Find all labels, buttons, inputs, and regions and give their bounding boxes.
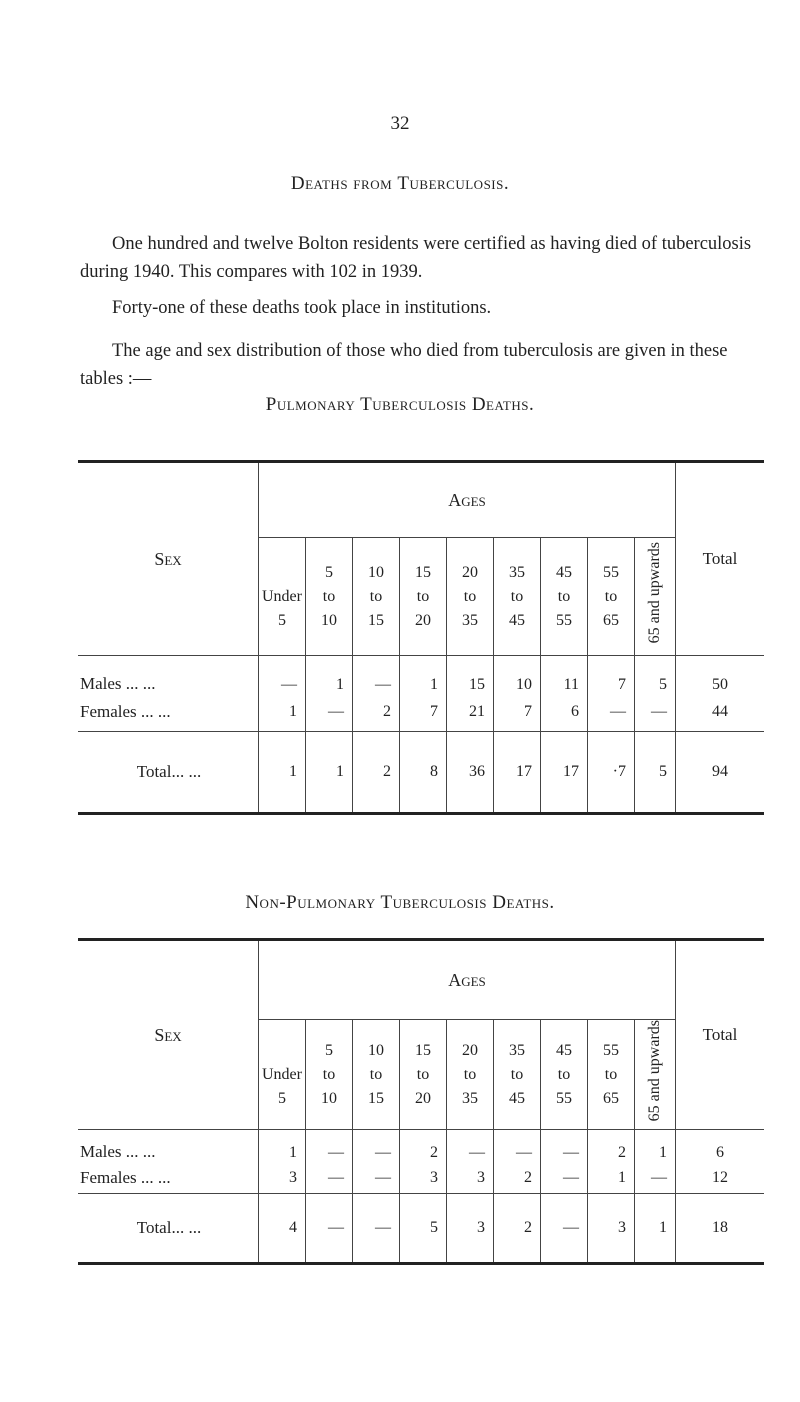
cell-value: 1 — [306, 656, 353, 694]
cell-value: 3 — [447, 1194, 494, 1264]
age-group-line: Under — [262, 1065, 302, 1083]
age-group-line: 10 — [321, 611, 337, 629]
cell-value: 7 — [400, 694, 447, 732]
cell-value: 2 — [494, 1162, 541, 1194]
page-number: 32 — [390, 113, 410, 134]
paragraph-1: One hundred and twelve Bolton residents were certified as having died of tuberculosis during 1940. This compares with 102 in 1939. — [80, 234, 752, 282]
row-label: Total... ... — [136, 762, 202, 781]
cell-total: 18 — [676, 1194, 765, 1264]
row-label: Total... ... — [136, 1218, 202, 1238]
age-group-line: 45 — [509, 1089, 525, 1107]
pulmonary-table — [78, 460, 764, 815]
cell-value: — — [635, 1162, 676, 1194]
cell-value: 1 — [635, 1194, 676, 1264]
cell-value: 1 — [259, 694, 306, 732]
cell-value: 1 — [259, 732, 306, 814]
age-group-header-last — [635, 538, 676, 656]
cell-value: — — [306, 1162, 353, 1194]
section-title-prefix: Deaths from — [290, 173, 393, 194]
cell-value: 2 — [400, 1130, 447, 1162]
age-group-line: to — [510, 1065, 524, 1083]
cell-value: 1 — [400, 656, 447, 694]
age-group-line: to — [557, 1065, 571, 1083]
cell-value: 8 — [400, 732, 447, 814]
age-group-line: 55 — [603, 1041, 619, 1059]
cell-value: — — [635, 694, 676, 732]
age-group-header — [447, 1020, 494, 1130]
age-group-line: Under — [262, 587, 302, 605]
age-group-line: 35 — [509, 1041, 525, 1059]
age-group-line: to — [369, 587, 383, 605]
cell-value: — — [259, 656, 306, 694]
age-group-line: 10 — [368, 1041, 384, 1059]
total-header: Total — [676, 940, 765, 1130]
cell-value: — — [306, 1194, 353, 1264]
age-group-line: to — [322, 1065, 336, 1083]
age-group-header — [447, 538, 494, 656]
cell-value: — — [353, 1194, 400, 1264]
age-group-line: 45 — [556, 563, 572, 581]
cell-value: ·7 — [588, 732, 635, 814]
table-2-title — [0, 892, 800, 914]
age-group-line: to — [463, 587, 477, 605]
age-group-header — [400, 538, 447, 656]
cell-value: 2 — [353, 694, 400, 732]
cell-value: — — [541, 1162, 588, 1194]
age-group-header — [400, 1020, 447, 1130]
cell-value: 7 — [588, 656, 635, 694]
cell-value: 1 — [635, 1130, 676, 1162]
age-group-line: to — [322, 587, 336, 605]
non-pulmonary-table — [78, 938, 764, 1265]
age-group-line — [259, 561, 305, 585]
age-group-line: 35 — [462, 1089, 478, 1107]
ages-header: Ages — [259, 940, 676, 1020]
age-group-header-last — [635, 1020, 676, 1130]
age-group-65-upwards: 65 and upwards — [646, 541, 663, 644]
cell-total: 12 — [676, 1162, 765, 1194]
age-group-header — [259, 1020, 306, 1130]
age-group-header — [353, 538, 400, 656]
cell-value: 10 — [494, 656, 541, 694]
age-group-line: 5 — [325, 563, 333, 581]
age-group-header — [494, 538, 541, 656]
cell-value: — — [447, 1130, 494, 1162]
cell-value: 2 — [353, 732, 400, 814]
cell-value: 1 — [588, 1162, 635, 1194]
table-row — [78, 732, 764, 814]
table-row — [78, 656, 764, 694]
age-group-line: 15 — [368, 1089, 384, 1107]
age-group-header — [306, 538, 353, 656]
cell-value: 2 — [494, 1194, 541, 1264]
age-group-line: 45 — [509, 611, 525, 629]
cell-value: — — [494, 1130, 541, 1162]
cell-value: 5 — [635, 656, 676, 694]
age-group-line: to — [369, 1065, 383, 1083]
table-2-title-text: Non-Pulmonary Tuberculosis Deaths. — [245, 892, 555, 913]
cell-value: — — [306, 1130, 353, 1162]
cell-value: 17 — [541, 732, 588, 814]
age-group-header — [541, 1020, 588, 1130]
cell-value: 17 — [494, 732, 541, 814]
age-group-line: to — [416, 587, 430, 605]
age-group-line: 65 — [603, 1089, 619, 1107]
age-group-line: 65 — [603, 611, 619, 629]
cell-value: — — [353, 1162, 400, 1194]
cell-value: 7 — [494, 694, 541, 732]
cell-total: 50 — [676, 656, 765, 694]
age-group-line: 20 — [415, 611, 431, 629]
age-group-line: to — [416, 1065, 430, 1083]
table-row — [78, 1194, 764, 1264]
age-group-line: 35 — [509, 563, 525, 581]
table-1-title — [0, 394, 800, 416]
row-label: Females ... ... — [80, 1167, 171, 1187]
cell-value: — — [306, 694, 353, 732]
cell-value: — — [588, 694, 635, 732]
age-group-65-upwards: 65 and upwards — [646, 1020, 663, 1122]
cell-value: 11 — [541, 656, 588, 694]
age-group-line: 35 — [462, 611, 478, 629]
cell-value: 3 — [400, 1162, 447, 1194]
age-group-line: 20 — [462, 1041, 478, 1059]
table-row — [78, 1162, 764, 1194]
cell-value: 3 — [447, 1162, 494, 1194]
age-group-header — [353, 1020, 400, 1130]
row-label: Females ... ... — [80, 702, 171, 722]
age-group-line: 45 — [556, 1041, 572, 1059]
age-group-line: 55 — [603, 563, 619, 581]
section-title-word: Tuberculosis. — [397, 173, 510, 194]
cell-value: 4 — [259, 1194, 306, 1264]
cell-value: 5 — [635, 732, 676, 814]
age-group-line: 15 — [368, 611, 384, 629]
paragraph-3: The age and sex distribution of those who died from tuberculosis are given in these tables :— — [80, 341, 728, 389]
age-group-line: 5 — [278, 1089, 286, 1107]
total-header: Total — [676, 462, 765, 656]
age-group-header — [588, 538, 635, 656]
row-label: Males ... ... — [80, 673, 156, 693]
age-group-line: to — [604, 1065, 618, 1083]
cell-value: 15 — [447, 656, 494, 694]
age-group-line: 5 — [325, 1041, 333, 1059]
cell-value: 2 — [588, 1130, 635, 1162]
age-group-line: 10 — [368, 563, 384, 581]
age-group-line: 20 — [415, 1089, 431, 1107]
age-group-line: 20 — [462, 563, 478, 581]
age-group-line: 15 — [415, 563, 431, 581]
age-group-header — [494, 1020, 541, 1130]
cell-value: 21 — [447, 694, 494, 732]
sex-header: Sex — [154, 1024, 182, 1045]
age-group-line: 55 — [556, 1089, 572, 1107]
table-1-title-text: Pulmonary Tuberculosis Deaths. — [265, 394, 535, 415]
age-group-line — [259, 1039, 305, 1063]
age-group-line: to — [557, 587, 571, 605]
cell-value: — — [353, 1130, 400, 1162]
cell-value: 36 — [447, 732, 494, 814]
row-label: Males ... ... — [80, 1141, 156, 1161]
age-group-line: 55 — [556, 611, 572, 629]
cell-total: 6 — [676, 1130, 765, 1162]
age-group-header — [588, 1020, 635, 1130]
age-group-line: to — [463, 1065, 477, 1083]
table-row — [78, 694, 764, 732]
cell-value: 6 — [541, 694, 588, 732]
cell-value: 3 — [588, 1194, 635, 1264]
table-row — [78, 1130, 764, 1162]
sex-header: Sex — [154, 548, 182, 569]
age-group-line: 15 — [415, 1041, 431, 1059]
cell-total: 44 — [676, 694, 765, 732]
section-title — [0, 173, 800, 195]
cell-value: 5 — [400, 1194, 447, 1264]
cell-value: — — [541, 1194, 588, 1264]
age-group-line: 5 — [278, 611, 286, 629]
cell-value: — — [541, 1130, 588, 1162]
age-group-header — [259, 538, 306, 656]
cell-total: 94 — [676, 732, 765, 814]
paragraph-2: Forty-one of these deaths took place in institutions. — [112, 298, 492, 318]
age-group-line: to — [510, 587, 524, 605]
age-group-header — [306, 1020, 353, 1130]
ages-header: Ages — [259, 462, 676, 538]
cell-value: 1 — [259, 1130, 306, 1162]
cell-value: 3 — [259, 1162, 306, 1194]
age-group-header — [541, 538, 588, 656]
cell-value: 1 — [306, 732, 353, 814]
cell-value: — — [353, 656, 400, 694]
age-group-line: to — [604, 587, 618, 605]
age-group-line: 10 — [321, 1089, 337, 1107]
